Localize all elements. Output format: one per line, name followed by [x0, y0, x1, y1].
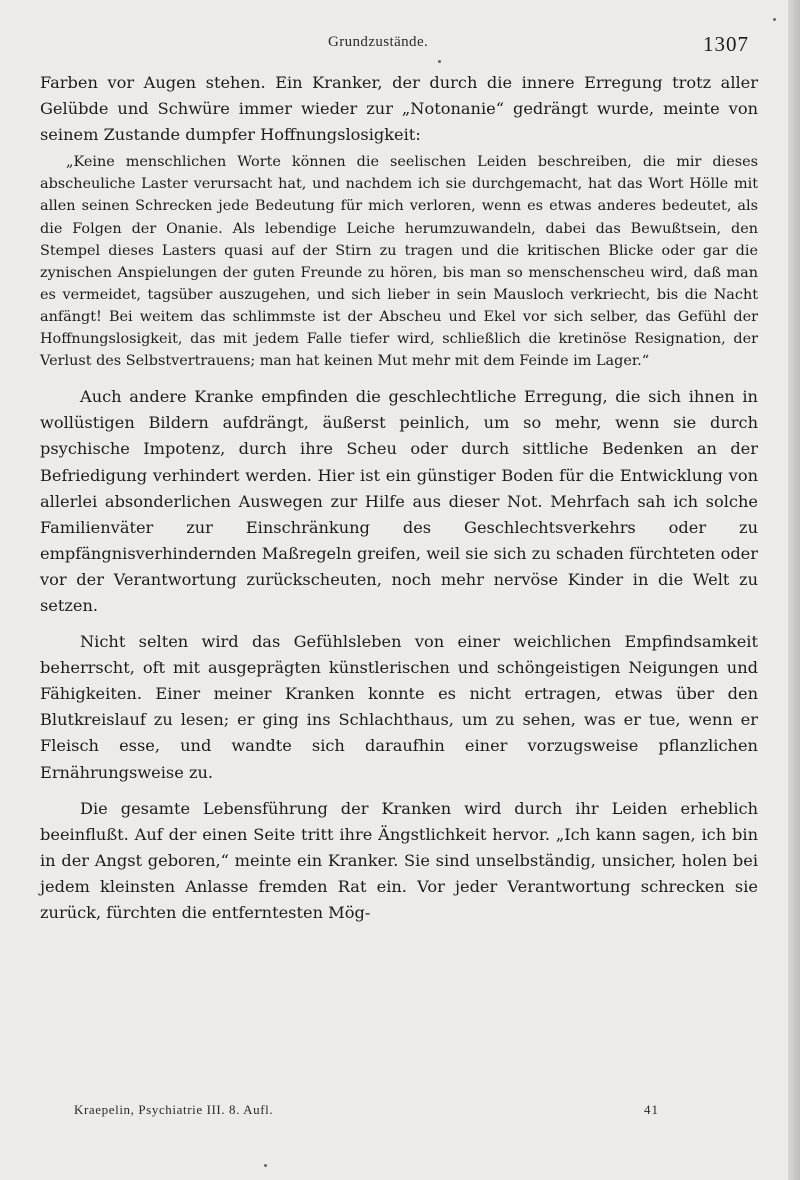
page-footer	[0, 1102, 800, 1124]
running-head: Grundzustände.	[328, 34, 429, 50]
print-speck	[773, 18, 776, 21]
page-spine-shadow	[788, 0, 800, 1180]
source-citation: Kraepelin, Psychiatrie III. 8. Aufl.	[74, 1102, 274, 1117]
paragraph-1: Farben vor Augen stehen. Ein Kranker, der durch die innere Erregung trotz aller Gelübde und Schwüre immer wieder zur „Notonanie“ gedrängt wurde, meinte von seinem Zustande dumpfer Hoffnungslosigkeit:	[40, 73, 758, 145]
paragraph-4: Die gesamte Lebensführung der Kranken wird durch ihr Leiden erheblich beeinflußt. Auf der einen Seite tritt ihre Ängstlichkeit hervor. „Ich kann sagen, ich bin in der Angst geboren,“ meinte ein Kranker. Sie sind unselbständig, unsicher, holen bei jedem kleinsten Anlasse fremden Rat ein. Vor jeder Verantwortung schrecken sie zurück, fürchten die entferntesten Mög-	[40, 798, 758, 922]
paragraph-3: Nicht selten wird das Gefühlsleben von einer weichlichen Empfindsamkeit beherrscht, oft mit ausgeprägten künstlerischen und schöngeistigen Neigungen und Fähigkeiten. Einer meiner Kranken konnte es nicht ertragen, etwas über den Blutkreislauf zu lesen; er ging ins Schlachthaus, um zu sehen, was er tue, wenn er Fleisch esse, und wandte sich daraufhin einer vorzugsweise pflanzlichen Ernährungsweise zu.	[40, 632, 758, 782]
signature-mark: 41	[644, 1102, 659, 1117]
page-body	[40, 70, 758, 926]
print-speck	[438, 60, 441, 63]
paragraph-2: Auch andere Kranke empfinden die geschlechtliche Erregung, die sich ihnen in wollüstigen Bildern aufdrängt, äußerst peinlich, um so mehr, wenn sie durch psychische Impotenz, durch ihre Scheu oder durch sittliche Bedenken an der Befriedigung verhindert werden. Hier ist ein günstiger Boden für die Entwicklung von allerlei absonderlichen Auswegen zur Hilfe aus dieser Not. Mehrfach sah ich solche Familienväter zur Einschränkung des Geschlechtsverkehrs oder zu empfängnisverhindernden Maßregeln greifen, weil sie sich zu schaden fürchteten oder vor der Verantwortung zurückscheuten, noch mehr nervöse Kinder in die Welt zu setzen.	[40, 387, 758, 615]
page-header	[0, 32, 800, 56]
block-quote: „Keine menschlichen Worte können die seelischen Leiden beschreiben, die mir dieses abscheuliche Laster verursacht hat, und nachdem ich sie durchgemacht, hat das Wort Hölle mit allen seinen Schrecken jede Bedeutung für mich verloren, wenn es etwas anderes bedeutet, als die Folgen der Onanie. Als lebendige Leiche herumzuwandeln, dabei das Bewußtsein, den Stempel dieses Lasters quasi auf der Stirn zu tragen und die kritischen Blicke oder gar die zynischen Anspielungen der guten Freunde zu hören, bis man so menschenscheu wird, daß man es vermeidet, tagsüber auszugehen, und sich lieber in sein Mausloch verkriecht, bis die Nacht anfängt! Bei weitem das schlimmste ist der Abscheu und Ekel vor sich selber, das Gefühl der Hoffnungslosigkeit, das mit jedem Falle tiefer wird, schließlich die kretinöse Resignation, der Verlust des Selbstvertrauens; man hat keinen Mut mehr mit dem Feinde im Lager.“	[40, 154, 758, 370]
print-speck	[264, 1164, 267, 1167]
page-number: 1307	[703, 32, 749, 56]
